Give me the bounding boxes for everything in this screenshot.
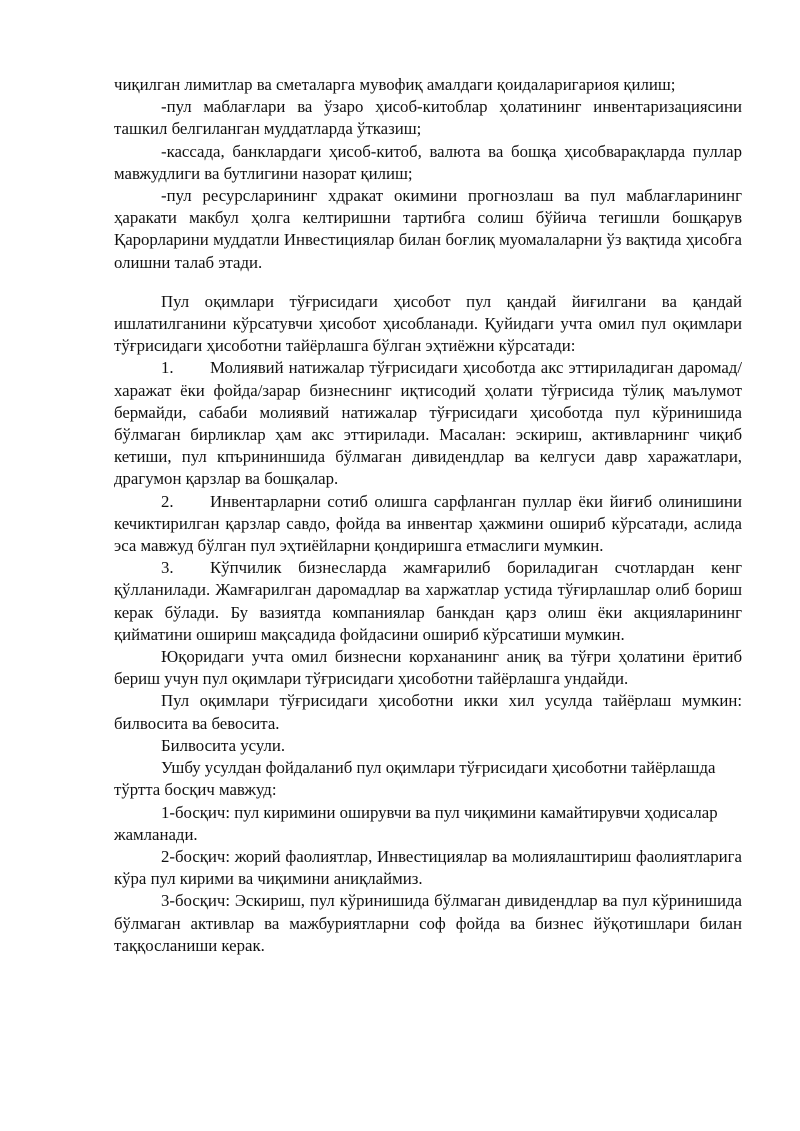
section-heading: Билвосита усули. bbox=[161, 735, 286, 755]
numbered-item bbox=[114, 491, 742, 558]
paragraph: Ушбу усулдан фойдаланиб пул оқимлари тўғрисидаги ҳисоботни тайёрлашда тўртта босқич мавжуд: bbox=[114, 758, 716, 800]
paragraph: чиқилган лимитлар ва сметаларга мувофиқ амалдаги қоидаларигариоя қилиш; bbox=[114, 75, 676, 94]
item-number: 3. bbox=[161, 558, 174, 578]
paragraph: Пул оқимлари тўғрисидаги ҳисобот пул қандай йиғилгани ва қандай ишлатилганини кўрсатувчи ҳисобот ҳисобланади. Қуйидаги учта омил пул оқимлари тўғрисидаги ҳисоботни тайёрлашга бўлган эҳтиёжни кўрсатади: bbox=[114, 291, 742, 356]
paragraph: 2-босқич: жорий фаолиятлар, Инвестициялар ва молиялаштириш фаолиятларига кўра пул кирими ва чиқимини аниқлаймиз. bbox=[114, 846, 742, 889]
paragraph: 1-босқич: пул киримини оширувчи ва пул чиқимини камайтирувчи ҳодисалар жамланади. bbox=[114, 802, 718, 844]
paragraph-gap bbox=[114, 274, 742, 291]
paragraph: Пул оқимлари тўғрисидаги ҳисоботни икки хил усулда тайёрлаш мумкин: билвосита ва бевосита. bbox=[114, 691, 742, 733]
paragraph: Юқоридаги учта омил бизнесни корхананинг аниқ ва тўғри ҳолатини ёритиб бериш учун пул оқимлари тўғрисидаги ҳисоботни тайёрлашга ундайди. bbox=[114, 647, 742, 689]
paragraph: -кассада, банклардаги ҳисоб-китоб, валюта ва бошқа ҳисобварақларда пуллар мавжудлиги ва бутлигини назорат қилиш; bbox=[114, 141, 742, 183]
item-number: 2. bbox=[161, 491, 174, 511]
item-text: Молиявий натижалар тўғрисидаги ҳисоботда акс эттириладиган даромад/харажат ёки фойда/зарар бизнеснинг иқтисодий ҳолати тўғрисида тўлиқ маълумот бермайди, сабаби молиявий натижалар тўғрисидаги ҳисоботда пул кўринишида бўлмаган бирликлар ҳам акс эттирилади. Масалан: эскириш, активларнинг чиқиб кетиши, пул кпърининшида бўлмаган дивидендлар ва келгуси давр харажатлари, драгумон қарзлар ва бошқалар. bbox=[114, 358, 742, 489]
paragraph: -пул ресурсларининг хдракат окимини прогнозлаш ва пул маблағларининг ҳаракати макбул ҳолга келтиришни тартибга солиш бўйича тегишли бошқарув Қарорларини муддатли Инвестициялар билан боғлиқ муомалаларни ўз вақтида ҳисобга олишни талаб этади. bbox=[114, 186, 742, 272]
paragraph: 3-босқич: Эскириш, пул кўринишида бўлмаган дивидендлар ва пул кўринишида бўлмаган активлар ва мажбуриятларни соф фойда ва бизнес йўқотишлари билан таққосланиши керак. bbox=[114, 891, 742, 955]
document-page bbox=[114, 74, 742, 957]
item-number: 1. bbox=[161, 358, 174, 378]
item-text: Инвентарларни сотиб олишга сарфланган пуллар ёки йиғиб олинишини кечиктирилган қарзлар савдо, фойда ва инвентар ҳажмини ошириб кўрсатади, аслида эса мавжуд бўлган пул эҳтиёйларни қондиришга етмаслиги мумкин. bbox=[114, 491, 742, 556]
numbered-item bbox=[114, 557, 742, 646]
numbered-item bbox=[114, 357, 742, 490]
paragraph: -пул маблағлари ва ўзаро ҳисоб-китоблар ҳолатининг инвентаризациясини ташкил белгиланган муддатларда ўтказиш; bbox=[114, 97, 742, 139]
item-text: Кўпчилик бизнесларда жамғарилиб бориладиган счотлардан кенг қўлланилади. Жамғарилган даромадлар ва харжатлар устида тўғирлашлар олиб бориш керак бўлади. Бу вазиятда компаниялар банкдан қарз олиш ёки акцияларининг қийматини ошириш мақсадида фойдасини ошириб кўрсатиши мумкин. bbox=[114, 558, 742, 644]
